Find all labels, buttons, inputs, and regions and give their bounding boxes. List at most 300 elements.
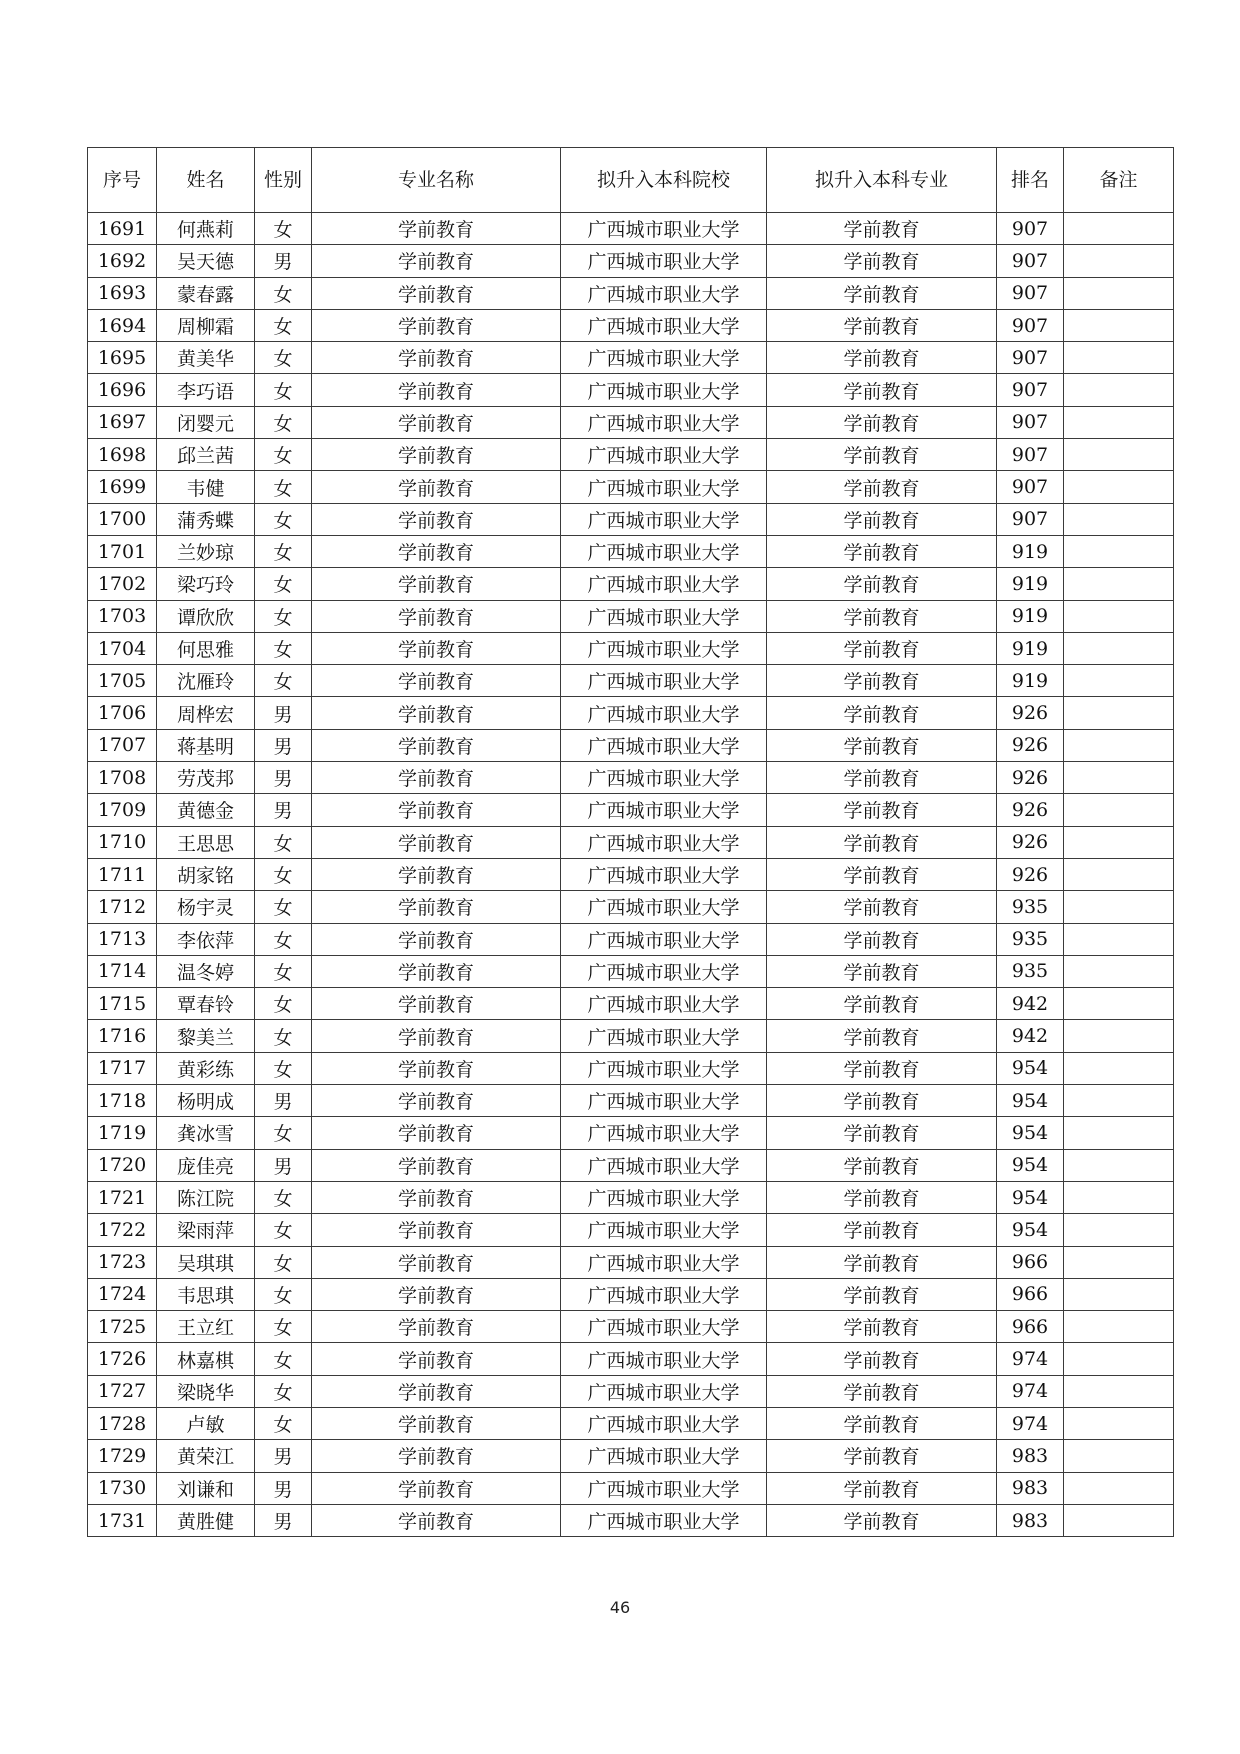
cell-remarks — [1064, 535, 1174, 567]
table-row — [88, 503, 1174, 535]
cell-rank: 954 — [997, 1149, 1064, 1181]
cell-target-school: 广西城市职业大学 — [561, 858, 767, 890]
cell-remarks — [1064, 1472, 1174, 1504]
cell-index: 1706 — [88, 697, 157, 729]
cell-remarks — [1064, 277, 1174, 309]
cell-major: 学前教育 — [312, 826, 561, 858]
cell-target-school: 广西城市职业大学 — [561, 1440, 767, 1472]
table-row — [88, 988, 1174, 1020]
cell-target-school: 广西城市职业大学 — [561, 245, 767, 277]
cell-name: 韦思琪 — [157, 1278, 255, 1310]
cell-rank: 942 — [997, 1020, 1064, 1052]
cell-index: 1691 — [88, 213, 157, 245]
table-row — [88, 1117, 1174, 1149]
cell-remarks — [1064, 1085, 1174, 1117]
cell-major: 学前教育 — [312, 1407, 561, 1439]
cell-gender: 女 — [255, 471, 312, 503]
table-row — [88, 342, 1174, 374]
cell-rank: 983 — [997, 1440, 1064, 1472]
cell-major: 学前教育 — [312, 923, 561, 955]
cell-target-major: 学前教育 — [767, 697, 997, 729]
cell-target-school: 广西城市职业大学 — [561, 1117, 767, 1149]
cell-target-major: 学前教育 — [767, 1343, 997, 1375]
cell-major: 学前教育 — [312, 955, 561, 987]
cell-name: 卢敏 — [157, 1407, 255, 1439]
cell-major: 学前教育 — [312, 1117, 561, 1149]
cell-rank: 966 — [997, 1311, 1064, 1343]
cell-remarks — [1064, 826, 1174, 858]
table-row — [88, 665, 1174, 697]
cell-name: 覃春铃 — [157, 988, 255, 1020]
admission-table — [87, 147, 1174, 1537]
cell-target-major: 学前教育 — [767, 309, 997, 341]
cell-remarks — [1064, 1311, 1174, 1343]
cell-rank: 942 — [997, 988, 1064, 1020]
cell-name: 邱兰茜 — [157, 439, 255, 471]
cell-target-school: 广西城市职业大学 — [561, 342, 767, 374]
cell-target-major: 学前教育 — [767, 891, 997, 923]
cell-target-major: 学前教育 — [767, 1311, 997, 1343]
cell-index: 1725 — [88, 1311, 157, 1343]
cell-gender: 男 — [255, 794, 312, 826]
cell-gender: 女 — [255, 568, 312, 600]
cell-index: 1704 — [88, 632, 157, 664]
cell-major: 学前教育 — [312, 245, 561, 277]
cell-major: 学前教育 — [312, 1052, 561, 1084]
cell-major: 学前教育 — [312, 1181, 561, 1213]
cell-target-major: 学前教育 — [767, 503, 997, 535]
cell-gender: 女 — [255, 1052, 312, 1084]
cell-target-school: 广西城市职业大学 — [561, 794, 767, 826]
cell-target-major: 学前教育 — [767, 1052, 997, 1084]
table-row — [88, 1020, 1174, 1052]
cell-name: 闭婴元 — [157, 406, 255, 438]
table-row — [88, 406, 1174, 438]
cell-index: 1709 — [88, 794, 157, 826]
cell-index: 1729 — [88, 1440, 157, 1472]
table-row — [88, 1052, 1174, 1084]
cell-major: 学前教育 — [312, 1343, 561, 1375]
cell-gender: 男 — [255, 1472, 312, 1504]
cell-name: 梁雨萍 — [157, 1214, 255, 1246]
cell-rank: 907 — [997, 471, 1064, 503]
cell-gender: 女 — [255, 1375, 312, 1407]
cell-target-major: 学前教育 — [767, 665, 997, 697]
cell-major: 学前教育 — [312, 406, 561, 438]
table-row — [88, 923, 1174, 955]
cell-major: 学前教育 — [312, 439, 561, 471]
cell-remarks — [1064, 632, 1174, 664]
cell-target-major: 学前教育 — [767, 213, 997, 245]
cell-gender: 女 — [255, 406, 312, 438]
cell-rank: 954 — [997, 1085, 1064, 1117]
cell-target-school: 广西城市职业大学 — [561, 439, 767, 471]
cell-target-school: 广西城市职业大学 — [561, 955, 767, 987]
cell-target-school: 广西城市职业大学 — [561, 1052, 767, 1084]
cell-remarks — [1064, 503, 1174, 535]
cell-major: 学前教育 — [312, 374, 561, 406]
cell-major: 学前教育 — [312, 1311, 561, 1343]
cell-target-school: 广西城市职业大学 — [561, 1214, 767, 1246]
cell-rank: 974 — [997, 1343, 1064, 1375]
header-rank: 排名 — [997, 148, 1064, 213]
cell-name: 龚冰雪 — [157, 1117, 255, 1149]
cell-index: 1724 — [88, 1278, 157, 1310]
cell-target-major: 学前教育 — [767, 826, 997, 858]
cell-name: 蒲秀蝶 — [157, 503, 255, 535]
cell-target-major: 学前教育 — [767, 1472, 997, 1504]
cell-rank: 919 — [997, 632, 1064, 664]
cell-gender: 男 — [255, 1085, 312, 1117]
cell-target-school: 广西城市职业大学 — [561, 891, 767, 923]
header-gender: 性别 — [255, 148, 312, 213]
cell-target-school: 广西城市职业大学 — [561, 1246, 767, 1278]
cell-major: 学前教育 — [312, 1149, 561, 1181]
cell-remarks — [1064, 1407, 1174, 1439]
table-row — [88, 1311, 1174, 1343]
header-major: 专业名称 — [312, 148, 561, 213]
cell-index: 1726 — [88, 1343, 157, 1375]
cell-rank: 919 — [997, 535, 1064, 567]
cell-index: 1728 — [88, 1407, 157, 1439]
cell-gender: 男 — [255, 729, 312, 761]
cell-index: 1716 — [88, 1020, 157, 1052]
cell-index: 1703 — [88, 600, 157, 632]
table-row — [88, 439, 1174, 471]
cell-rank: 983 — [997, 1472, 1064, 1504]
cell-rank: 907 — [997, 342, 1064, 374]
cell-name: 李巧语 — [157, 374, 255, 406]
cell-gender: 女 — [255, 342, 312, 374]
cell-remarks — [1064, 1020, 1174, 1052]
cell-name: 黄彩练 — [157, 1052, 255, 1084]
header-remarks: 备注 — [1064, 148, 1174, 213]
cell-target-school: 广西城市职业大学 — [561, 213, 767, 245]
cell-target-school: 广西城市职业大学 — [561, 1149, 767, 1181]
cell-gender: 女 — [255, 1181, 312, 1213]
cell-major: 学前教育 — [312, 1246, 561, 1278]
cell-name: 黄美华 — [157, 342, 255, 374]
cell-name: 何燕莉 — [157, 213, 255, 245]
cell-name: 林嘉棋 — [157, 1343, 255, 1375]
cell-remarks — [1064, 1052, 1174, 1084]
cell-rank: 907 — [997, 245, 1064, 277]
cell-target-school: 广西城市职业大学 — [561, 406, 767, 438]
cell-remarks — [1064, 1375, 1174, 1407]
cell-remarks — [1064, 955, 1174, 987]
cell-name: 梁巧玲 — [157, 568, 255, 600]
cell-name: 劳茂邦 — [157, 762, 255, 794]
cell-target-school: 广西城市职业大学 — [561, 600, 767, 632]
page-number: 46 — [609, 1598, 631, 1617]
cell-rank: 907 — [997, 406, 1064, 438]
table-row — [88, 1278, 1174, 1310]
cell-gender: 女 — [255, 988, 312, 1020]
table-row — [88, 1472, 1174, 1504]
cell-target-school: 广西城市职业大学 — [561, 1085, 767, 1117]
cell-index: 1718 — [88, 1085, 157, 1117]
cell-gender: 男 — [255, 697, 312, 729]
cell-target-major: 学前教育 — [767, 1181, 997, 1213]
cell-major: 学前教育 — [312, 1214, 561, 1246]
cell-rank: 974 — [997, 1375, 1064, 1407]
cell-index: 1720 — [88, 1149, 157, 1181]
cell-major: 学前教育 — [312, 891, 561, 923]
cell-major: 学前教育 — [312, 858, 561, 890]
cell-target-major: 学前教育 — [767, 1504, 997, 1536]
cell-index: 1713 — [88, 923, 157, 955]
cell-name: 兰妙琼 — [157, 535, 255, 567]
cell-gender: 女 — [255, 1343, 312, 1375]
cell-remarks — [1064, 406, 1174, 438]
cell-index: 1721 — [88, 1181, 157, 1213]
cell-name: 沈雁玲 — [157, 665, 255, 697]
table-row — [88, 1504, 1174, 1536]
cell-index: 1715 — [88, 988, 157, 1020]
cell-index: 1722 — [88, 1214, 157, 1246]
cell-target-major: 学前教育 — [767, 1085, 997, 1117]
cell-remarks — [1064, 568, 1174, 600]
cell-target-school: 广西城市职业大学 — [561, 923, 767, 955]
cell-target-school: 广西城市职业大学 — [561, 1407, 767, 1439]
cell-target-major: 学前教育 — [767, 1407, 997, 1439]
cell-major: 学前教育 — [312, 1278, 561, 1310]
cell-target-school: 广西城市职业大学 — [561, 1343, 767, 1375]
cell-rank: 954 — [997, 1117, 1064, 1149]
cell-name: 杨宇灵 — [157, 891, 255, 923]
cell-rank: 935 — [997, 955, 1064, 987]
cell-gender: 女 — [255, 1020, 312, 1052]
cell-target-major: 学前教育 — [767, 1278, 997, 1310]
cell-major: 学前教育 — [312, 503, 561, 535]
cell-index: 1731 — [88, 1504, 157, 1536]
cell-target-school: 广西城市职业大学 — [561, 277, 767, 309]
table-row — [88, 1149, 1174, 1181]
table-row — [88, 632, 1174, 664]
cell-target-major: 学前教育 — [767, 245, 997, 277]
cell-remarks — [1064, 891, 1174, 923]
cell-rank: 907 — [997, 374, 1064, 406]
cell-major: 学前教育 — [312, 697, 561, 729]
cell-remarks — [1064, 1117, 1174, 1149]
table-row — [88, 858, 1174, 890]
cell-name: 黎美兰 — [157, 1020, 255, 1052]
cell-rank: 926 — [997, 794, 1064, 826]
cell-target-major: 学前教育 — [767, 1020, 997, 1052]
cell-target-school: 广西城市职业大学 — [561, 1311, 767, 1343]
cell-gender: 女 — [255, 1407, 312, 1439]
cell-rank: 926 — [997, 826, 1064, 858]
cell-gender: 女 — [255, 1311, 312, 1343]
cell-remarks — [1064, 471, 1174, 503]
cell-index: 1705 — [88, 665, 157, 697]
cell-gender: 女 — [255, 309, 312, 341]
cell-remarks — [1064, 342, 1174, 374]
cell-major: 学前教育 — [312, 794, 561, 826]
cell-gender: 女 — [255, 923, 312, 955]
table-row — [88, 600, 1174, 632]
cell-major: 学前教育 — [312, 213, 561, 245]
cell-rank: 926 — [997, 697, 1064, 729]
cell-target-school: 广西城市职业大学 — [561, 988, 767, 1020]
cell-name: 刘谦和 — [157, 1472, 255, 1504]
cell-index: 1693 — [88, 277, 157, 309]
cell-target-school: 广西城市职业大学 — [561, 374, 767, 406]
cell-remarks — [1064, 439, 1174, 471]
table-row — [88, 1214, 1174, 1246]
cell-remarks — [1064, 374, 1174, 406]
cell-index: 1695 — [88, 342, 157, 374]
cell-name: 黄德金 — [157, 794, 255, 826]
cell-name: 吴天德 — [157, 245, 255, 277]
cell-index: 1710 — [88, 826, 157, 858]
cell-name: 李依萍 — [157, 923, 255, 955]
table-row — [88, 955, 1174, 987]
cell-index: 1700 — [88, 503, 157, 535]
cell-remarks — [1064, 1440, 1174, 1472]
cell-target-major: 学前教育 — [767, 794, 997, 826]
cell-rank: 954 — [997, 1214, 1064, 1246]
header-target-school: 拟升入本科院校 — [561, 148, 767, 213]
cell-target-major: 学前教育 — [767, 406, 997, 438]
cell-remarks — [1064, 1278, 1174, 1310]
cell-target-major: 学前教育 — [767, 1440, 997, 1472]
cell-target-major: 学前教育 — [767, 1149, 997, 1181]
cell-gender: 男 — [255, 762, 312, 794]
cell-index: 1707 — [88, 729, 157, 761]
table-row — [88, 826, 1174, 858]
cell-gender: 男 — [255, 245, 312, 277]
cell-name: 吴琪琪 — [157, 1246, 255, 1278]
cell-rank: 966 — [997, 1278, 1064, 1310]
cell-target-school: 广西城市职业大学 — [561, 309, 767, 341]
cell-remarks — [1064, 600, 1174, 632]
cell-target-major: 学前教育 — [767, 568, 997, 600]
cell-index: 1702 — [88, 568, 157, 600]
cell-name: 何思雅 — [157, 632, 255, 664]
cell-target-major: 学前教育 — [767, 988, 997, 1020]
cell-target-major: 学前教育 — [767, 374, 997, 406]
table-row — [88, 309, 1174, 341]
cell-target-major: 学前教育 — [767, 1375, 997, 1407]
cell-rank: 907 — [997, 309, 1064, 341]
cell-major: 学前教育 — [312, 1085, 561, 1117]
cell-remarks — [1064, 665, 1174, 697]
cell-target-school: 广西城市职业大学 — [561, 1181, 767, 1213]
cell-major: 学前教育 — [312, 535, 561, 567]
cell-gender: 女 — [255, 665, 312, 697]
cell-major: 学前教育 — [312, 471, 561, 503]
cell-target-school: 广西城市职业大学 — [561, 503, 767, 535]
cell-name: 杨明成 — [157, 1085, 255, 1117]
table-row — [88, 213, 1174, 245]
cell-rank: 926 — [997, 762, 1064, 794]
cell-major: 学前教育 — [312, 1440, 561, 1472]
cell-target-major: 学前教育 — [767, 1214, 997, 1246]
cell-gender: 女 — [255, 632, 312, 664]
cell-target-school: 广西城市职业大学 — [561, 826, 767, 858]
cell-index: 1711 — [88, 858, 157, 890]
table-row — [88, 1375, 1174, 1407]
table-row — [88, 1085, 1174, 1117]
cell-gender: 女 — [255, 955, 312, 987]
table-row — [88, 762, 1174, 794]
cell-index: 1723 — [88, 1246, 157, 1278]
cell-gender: 女 — [255, 891, 312, 923]
table-row — [88, 374, 1174, 406]
table-row — [88, 1440, 1174, 1472]
cell-major: 学前教育 — [312, 988, 561, 1020]
cell-name: 谭欣欣 — [157, 600, 255, 632]
cell-name: 韦健 — [157, 471, 255, 503]
cell-index: 1730 — [88, 1472, 157, 1504]
cell-rank: 935 — [997, 891, 1064, 923]
cell-remarks — [1064, 309, 1174, 341]
cell-target-school: 广西城市职业大学 — [561, 632, 767, 664]
header-name: 姓名 — [157, 148, 255, 213]
cell-target-school: 广西城市职业大学 — [561, 1375, 767, 1407]
cell-index: 1708 — [88, 762, 157, 794]
cell-name: 周桦宏 — [157, 697, 255, 729]
cell-target-major: 学前教育 — [767, 762, 997, 794]
cell-rank: 926 — [997, 729, 1064, 761]
cell-gender: 女 — [255, 503, 312, 535]
cell-rank: 926 — [997, 858, 1064, 890]
cell-index: 1696 — [88, 374, 157, 406]
cell-remarks — [1064, 794, 1174, 826]
table-row — [88, 1181, 1174, 1213]
cell-major: 学前教育 — [312, 342, 561, 374]
cell-major: 学前教育 — [312, 762, 561, 794]
cell-target-major: 学前教育 — [767, 535, 997, 567]
table-row — [88, 245, 1174, 277]
cell-major: 学前教育 — [312, 1504, 561, 1536]
cell-major: 学前教育 — [312, 600, 561, 632]
cell-target-major: 学前教育 — [767, 439, 997, 471]
cell-remarks — [1064, 1504, 1174, 1536]
cell-target-major: 学前教育 — [767, 632, 997, 664]
cell-rank: 954 — [997, 1181, 1064, 1213]
cell-remarks — [1064, 1149, 1174, 1181]
cell-name: 梁晓华 — [157, 1375, 255, 1407]
cell-remarks — [1064, 1246, 1174, 1278]
cell-target-major: 学前教育 — [767, 277, 997, 309]
cell-target-major: 学前教育 — [767, 955, 997, 987]
cell-major: 学前教育 — [312, 1472, 561, 1504]
cell-remarks — [1064, 988, 1174, 1020]
cell-major: 学前教育 — [312, 632, 561, 664]
cell-index: 1694 — [88, 309, 157, 341]
cell-index: 1701 — [88, 535, 157, 567]
cell-gender: 女 — [255, 374, 312, 406]
cell-name: 周柳霜 — [157, 309, 255, 341]
cell-rank: 919 — [997, 568, 1064, 600]
cell-index: 1697 — [88, 406, 157, 438]
cell-target-school: 广西城市职业大学 — [561, 1472, 767, 1504]
cell-gender: 女 — [255, 535, 312, 567]
cell-index: 1727 — [88, 1375, 157, 1407]
cell-index: 1712 — [88, 891, 157, 923]
cell-rank: 907 — [997, 277, 1064, 309]
cell-target-school: 广西城市职业大学 — [561, 729, 767, 761]
cell-gender: 女 — [255, 858, 312, 890]
cell-index: 1692 — [88, 245, 157, 277]
cell-name: 温冬婷 — [157, 955, 255, 987]
cell-name: 黄胜健 — [157, 1504, 255, 1536]
cell-target-major: 学前教育 — [767, 1246, 997, 1278]
cell-gender: 女 — [255, 600, 312, 632]
cell-remarks — [1064, 213, 1174, 245]
